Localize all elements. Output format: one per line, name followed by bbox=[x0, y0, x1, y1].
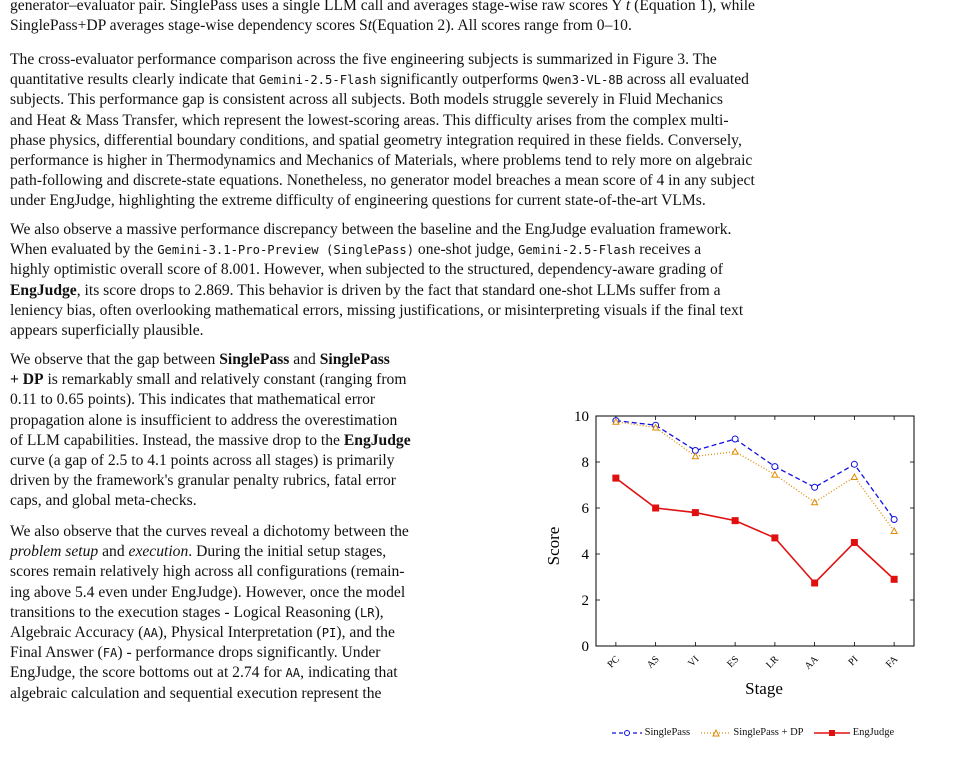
text-run: is remarkably small and relatively constant (ranging from bbox=[43, 371, 407, 389]
stage-score-line-chart bbox=[546, 398, 946, 728]
text-line: ing above 5.4 even under EngJudge). However, once the model bbox=[10, 583, 406, 601]
y-tick-label: 4 bbox=[581, 547, 589, 563]
model-name: Gemini-2.5-Flash bbox=[258, 73, 377, 88]
text-line: caps, and global meta-checks. bbox=[10, 492, 197, 510]
bold-term: EngJudge bbox=[343, 431, 411, 449]
data-point bbox=[692, 509, 699, 516]
bold-term: SinglePass bbox=[219, 351, 290, 368]
series-line-singlepass-dp bbox=[616, 422, 894, 531]
text-line: 0.11 to 0.65 points). This indicates that mathematical error bbox=[10, 391, 376, 409]
data-point bbox=[732, 449, 738, 455]
text-run: ), bbox=[374, 603, 384, 621]
legend-label: SinglePass bbox=[644, 727, 691, 739]
stage-code: LR bbox=[359, 605, 375, 620]
text-line: performance is higher in Thermodynamics and Mechanics of Materials, where problems tend to rely more on algebraic bbox=[10, 152, 753, 170]
text-line: The cross-evaluator performance comparison across the five engineering subjects is summarized in Figure 3. The bbox=[10, 51, 717, 68]
data-point bbox=[811, 579, 818, 586]
dashed-circle-marker-icon bbox=[612, 728, 642, 738]
y-axis-label: Score bbox=[544, 526, 563, 566]
text-run: , its score drops to 2.869. This behavior is driven by the fact that standard one-shot LLMs suffer from a bbox=[76, 281, 721, 299]
text-line: leniency bias, often overlooking mathematical errors, missing justifications, or misinterpreting visuals if the final text bbox=[10, 301, 744, 319]
text-run: EngJudge, the score bottoms out at 2.74 for bbox=[10, 664, 286, 682]
data-point bbox=[692, 453, 698, 459]
text-line bbox=[10, 350, 530, 370]
x-tick-label: PC bbox=[605, 654, 622, 671]
stage-code: AA bbox=[285, 666, 301, 681]
data-point bbox=[772, 472, 778, 478]
data-point bbox=[772, 464, 778, 470]
data-point bbox=[652, 505, 659, 512]
text-line: path-following and discrete-state equations. Nonetheless, no generator model breaches a mean score of 4 in any subject bbox=[10, 172, 755, 190]
text-line: highly optimistic overall score of 8.001. However, when subjected to the structured, dependency-aware grading of bbox=[10, 261, 723, 279]
text-line bbox=[10, 431, 530, 451]
text-run: and bbox=[289, 351, 320, 368]
text-line bbox=[10, 16, 944, 36]
text-run: (Equation 1), while bbox=[630, 0, 755, 14]
text-line: and Heat & Mass Transfer, which represent the lowest-scoring areas. This difficulty arises from the complex multi- bbox=[10, 111, 729, 129]
text-run: one-shot judge, bbox=[414, 241, 518, 259]
text-line: propagation alone is insufficient to address the overestimation bbox=[10, 411, 398, 429]
text-line bbox=[10, 623, 530, 643]
text-line: curve (a gap of 2.5 to 4.1 points across all stages) is primarily bbox=[10, 452, 395, 470]
text-run: receives a bbox=[635, 241, 702, 259]
y-tick-label: 10 bbox=[574, 409, 589, 425]
text-run: quantitative results clearly indicate that bbox=[10, 71, 259, 89]
data-point bbox=[851, 474, 857, 480]
dotted-triangle-marker-icon bbox=[701, 728, 731, 738]
data-point bbox=[732, 436, 738, 442]
legend-item-singlepass bbox=[612, 727, 690, 738]
text-line bbox=[10, 663, 530, 683]
data-point bbox=[891, 517, 897, 523]
discrepancy-paragraph bbox=[10, 220, 944, 341]
text-line: algebraic calculation and sequential execution represent the bbox=[10, 684, 382, 702]
x-tick-label: ES bbox=[725, 654, 742, 671]
bold-term: SinglePass bbox=[319, 351, 390, 368]
data-point bbox=[891, 528, 897, 534]
stage-code: PI bbox=[321, 626, 337, 641]
dichotomy-paragraph bbox=[10, 522, 530, 704]
text-run: of LLM capabilities. Instead, the massive drop to the bbox=[10, 431, 344, 449]
text-line bbox=[10, 0, 944, 16]
x-tick-label: FA bbox=[883, 654, 901, 671]
text-line bbox=[10, 370, 530, 390]
text-run: transitions to the execution stages - Logical Reasoning ( bbox=[10, 603, 360, 621]
text-run: When evaluated by the bbox=[10, 241, 158, 259]
text-line: appears superficially plausible. bbox=[10, 322, 204, 340]
series-line-engjudge bbox=[616, 478, 894, 583]
text-run: significantly outperforms bbox=[376, 71, 543, 89]
solid-square-marker-icon bbox=[814, 728, 850, 738]
stage-code: AA bbox=[143, 626, 159, 641]
x-tick-label: VI bbox=[686, 654, 702, 670]
model-name: Qwen3-VL-8B bbox=[542, 73, 623, 88]
text-line: under EngJudge, highlighting the extreme difficulty of engineering questions for current state-of-the-art VLMs. bbox=[10, 192, 706, 210]
text-line: phase physics, differential boundary conditions, and spatial geometry integration required in these fields. Conversely, bbox=[10, 131, 742, 149]
data-point bbox=[771, 534, 778, 541]
comparison-paragraph bbox=[10, 50, 944, 212]
gap-paragraph bbox=[10, 350, 530, 512]
bold-term: EngJudge bbox=[10, 281, 77, 299]
text-line: driven by the framework's granular penalty rubrics, fatal error bbox=[10, 472, 396, 490]
text-line: scores remain relatively high across all configurations (remain- bbox=[10, 563, 405, 581]
text-run: Final Answer ( bbox=[10, 644, 103, 662]
data-point bbox=[732, 517, 739, 524]
data-point bbox=[812, 484, 818, 490]
text-line: subjects. This performance gap is consistent across all subjects. Both models struggle severely in Fluid Mechanics bbox=[10, 91, 723, 109]
text-run: SinglePass+DP averages stage-wise dependency scores S bbox=[10, 17, 368, 35]
legend-item-engjudge bbox=[814, 727, 894, 738]
text-run: . During the initial setup stages, bbox=[188, 543, 387, 561]
x-tick-label: LR bbox=[764, 654, 781, 671]
italic-term: problem setup bbox=[10, 543, 99, 561]
x-tick-label: AS bbox=[644, 654, 662, 671]
y-tick-label: 8 bbox=[581, 455, 589, 471]
model-name: Gemini-2.5-Flash bbox=[517, 243, 636, 258]
text-run: We observe that the gap between bbox=[10, 351, 220, 368]
text-run: ) - performance drops significantly. Under bbox=[117, 644, 381, 662]
data-point bbox=[851, 539, 858, 546]
text-line: We also observe a massive performance discrepancy between the baseline and the EngJudge evaluation framework. bbox=[10, 221, 732, 238]
data-point bbox=[612, 475, 619, 482]
data-point bbox=[812, 499, 818, 505]
italic-term: execution bbox=[128, 543, 189, 561]
stage-code: FA bbox=[102, 646, 118, 661]
math-sub: t bbox=[625, 0, 631, 14]
text-line bbox=[10, 281, 944, 301]
x-tick-label: PI bbox=[846, 654, 861, 669]
text-run: Algebraic Accuracy ( bbox=[10, 624, 144, 642]
y-tick-label: 6 bbox=[581, 501, 589, 517]
legend-label: EngJudge bbox=[852, 727, 895, 739]
text-run: , indicating that bbox=[300, 664, 398, 682]
text-run: generator–evaluator pair. SinglePass uses a single LLM call and averages stage-wise raw scores Y bbox=[10, 0, 622, 14]
intro-paragraph bbox=[10, 0, 944, 36]
judge-name: Gemini-3.1-Pro-Preview (SinglePass) bbox=[157, 243, 415, 258]
text-run: ), and the bbox=[336, 624, 395, 642]
data-point bbox=[891, 576, 898, 583]
x-tick-label: AA bbox=[802, 654, 821, 672]
text-line: We also observe that the curves reveal a dichotomy between the bbox=[10, 523, 409, 540]
x-axis-label: Stage bbox=[745, 679, 783, 698]
text-run: and bbox=[98, 543, 129, 561]
text-line bbox=[10, 240, 944, 260]
chart-legend bbox=[612, 727, 902, 738]
data-point bbox=[851, 461, 857, 467]
math-sub: t bbox=[367, 17, 373, 35]
bold-term: + DP bbox=[10, 371, 44, 389]
y-tick-label: 2 bbox=[581, 593, 589, 609]
y-tick-label: 0 bbox=[581, 639, 589, 655]
text-line bbox=[10, 643, 530, 663]
text-line bbox=[10, 70, 944, 90]
text-line bbox=[10, 603, 530, 623]
legend-label: SinglePass + DP bbox=[733, 727, 804, 739]
text-run: across all evaluated bbox=[622, 71, 749, 89]
text-line bbox=[10, 542, 530, 562]
plot-frame bbox=[596, 416, 914, 646]
legend-item-singlepass-dp bbox=[701, 727, 804, 738]
text-run: ), Physical Interpretation ( bbox=[158, 624, 322, 642]
text-run: (Equation 2). All scores range from 0–10. bbox=[372, 17, 632, 35]
